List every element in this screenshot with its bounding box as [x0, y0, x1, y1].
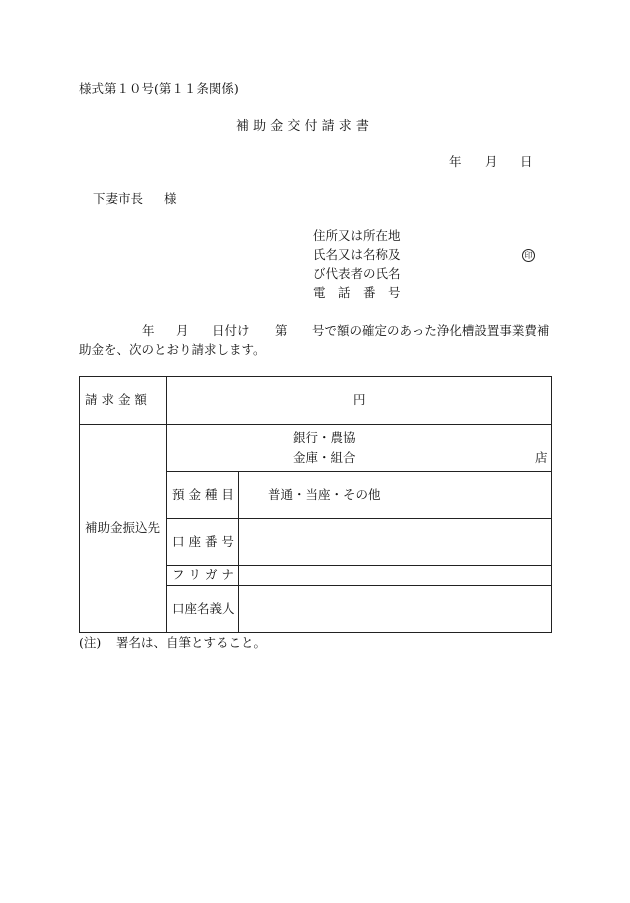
body-year: 年	[142, 323, 155, 338]
table-rule-3	[166, 518, 551, 519]
body-no-prefix: 第	[275, 323, 288, 338]
table-rule-4	[166, 565, 551, 566]
date-month: 月	[485, 154, 498, 169]
table-col-rule-1	[166, 377, 167, 632]
body-month: 月	[176, 323, 189, 338]
table-col-rule-2	[238, 471, 239, 632]
account-number-label: 口 座 番 号	[172, 534, 234, 549]
name-label-1: 氏名又は名称及	[313, 247, 401, 262]
date-day: 日	[520, 154, 533, 169]
seal-mark: 印	[522, 249, 535, 262]
document-title: 補 助 金 交 付 請 求 書	[236, 119, 369, 134]
deposit-type-options: 普通・当座・その他	[268, 487, 381, 502]
deposit-type-label: 預 金 種 目	[172, 487, 234, 502]
table-rule-5	[166, 585, 551, 586]
account-holder-label: 口座名義人	[172, 601, 235, 616]
phone-label: 電 話 番 号	[313, 285, 401, 300]
name-label-2: び代表者の氏名	[313, 266, 401, 281]
body-line2: 助金を、次のとおり請求します。	[79, 342, 266, 357]
transfer-label: 補助金振込先	[85, 520, 161, 535]
request-form-table	[79, 376, 552, 633]
addressee-honorific: 様	[164, 191, 177, 206]
body-day: 日付け	[212, 323, 250, 338]
table-rule-1	[80, 424, 551, 425]
branch-suffix: 店	[535, 450, 548, 465]
addressee-name: 下妻市長	[93, 191, 144, 206]
date-year: 年	[449, 154, 462, 169]
address-label: 住所又は所在地	[313, 228, 401, 243]
form-number: 様式第１０号(第１１条関係)	[79, 81, 239, 96]
note-prefix: (注)	[79, 635, 102, 650]
furigana-label: フ リ ガ ナ	[172, 567, 234, 582]
body-line1-rest: 号で額の確定のあった浄化槽設置事業費補	[312, 323, 550, 338]
note-text: 署名は、自筆とすること。	[116, 635, 267, 650]
amount-label: 請 求 金 額	[85, 392, 147, 407]
bank-line-1: 銀行・農協	[293, 430, 356, 445]
amount-unit: 円	[353, 392, 366, 407]
bank-line-2: 金庫・組合	[293, 450, 356, 465]
table-rule-2	[166, 471, 551, 472]
